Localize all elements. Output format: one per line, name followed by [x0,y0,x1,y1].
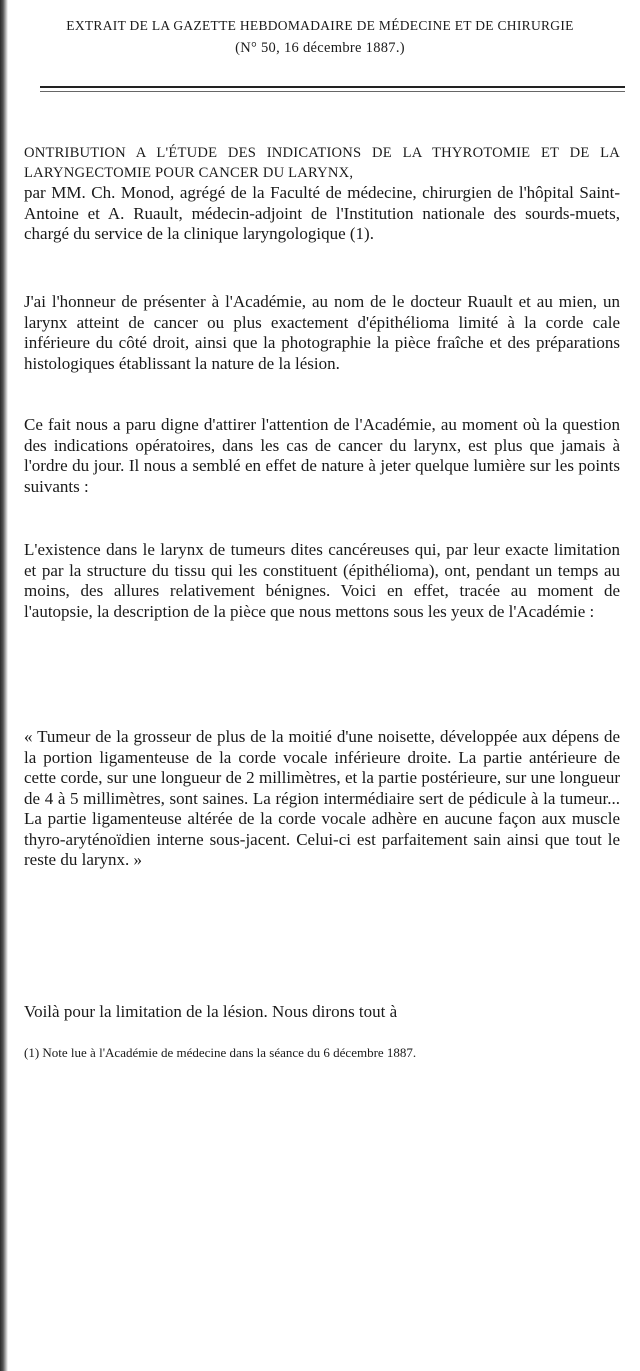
paragraph-text: L'existence dans le larynx de tumeurs dites cancéreuses qui, par leur exacte limitation et par la structure du tissu qui les constituent (épithélioma), ont, pendant un temps au moins, des allures relativement bénignes. Voici en effet, tracée au moment de l'autopsie, la description de la pièce que nous mettons sous les yeux de l'Académie : [24,540,620,621]
header-rule-thin [40,91,625,92]
paragraph-text: Voilà pour la limitation de la lésion. Nous dirons tout à [24,1002,398,1021]
article-title: ONTRIBUTION A L'ÉTUDE DES INDICATIONS DE LA THYROTOMIE ET DE LA LARYNGECTOMIE POUR CANCER DU LARYNX, [24,145,620,181]
paragraph-text: J'ai l'honneur de présenter à l'Académie, au nom de le docteur Ruault et au mien, un larynx atteint de cancer ou plus exactement d'épithélioma limité à la corde cale inférieure du côté droit, ainsi que la photographie la pièce fraîche et des préparations histologiques établissant la nature de la lésion. [24,292,620,373]
paragraph [24,1002,620,1023]
issue-number: (N° 50, 16 décembre 1887.) [235,40,405,56]
footnote: (1) Note lue à l'Académie de médecine dans la séance du 6 décembre 1887. [24,1045,417,1060]
quoted-autopsy-description [24,727,620,871]
journal-header: EXTRAIT DE LA GAZETTE HEBDOMADAIRE DE MÉDECINE ET DE CHIRURGIE [66,18,574,33]
header-rule [40,86,625,88]
paragraph [24,540,620,622]
paragraph-text: « Tumeur de la grosseur de plus de la moitié d'une noisette, développée aux dépens de la portion ligamenteuse de la corde vocale inférieure droite. La partie antérieure de cette corde, sur une longueur de 2 millimètres, et la partie postérieure, sur une longueur de 4 à 5 millimètres, sont saines. La région intermédiaire sert de pédicule à la tumeur... La partie ligamenteuse altérée de la corde vocale adhère en aucune façon aux muscle thyro-aryténoïdien interne sous-jacent. Celui-ci est parfaitement sain ainsi que tout le reste du larynx. » [24,727,620,869]
article-authors: par MM. Ch. Monod, agrégé de la Faculté de médecine, chirurgien de l'hôpital Saint-Antoine et A. Ruault, médecin-adjoint de l'Institution nationale des sourds-muets, chargé du service de la clinique laryngologique (1). [24,183,620,243]
article-title-block [24,143,620,245]
paragraph [24,292,620,374]
page-binding-edge [0,0,8,1371]
paragraph [24,415,620,497]
paragraph-text: Ce fait nous a paru digne d'attirer l'attention de l'Académie, au moment où la question des indications opératoires, dans les cas de cancer du larynx, est plus que jamais à l'ordre du jour. Il nous a semblé en effet de nature à jeter quelque lumière sur les points suivants : [24,415,620,496]
